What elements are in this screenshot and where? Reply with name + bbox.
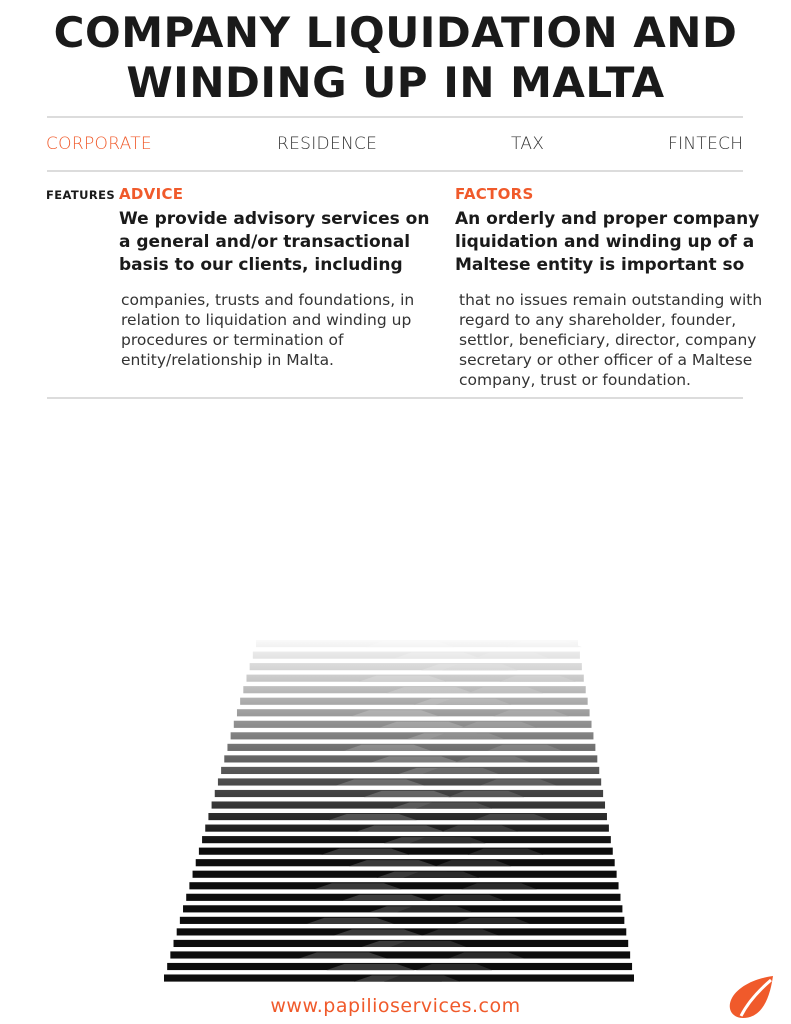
divider-nav [47,170,743,172]
factors-body [459,290,762,390]
papilio-leaf-logo-icon [727,974,777,1020]
factors-heading: FACTORS [455,185,534,203]
title-line-1: COMPANY LIQUIDATION AND [53,8,738,57]
nav-item-tax[interactable]: TAX [511,134,545,154]
advice-body-line: procedures or termination of [121,331,344,349]
factors-body-line: secretary or other officer of a Maltese [459,351,753,369]
factors-lead-line: An orderly and proper company [455,209,760,229]
nav-item-residence[interactable]: RESIDENCE [277,134,378,154]
advice-body-line: relation to liquidation and winding up [121,311,412,329]
advice-body [121,290,414,370]
divider-bottom [47,397,743,399]
advice-body-line: companies, trusts and foundations, in [121,291,415,309]
factors-body-line: company, trust or foundation. [459,371,691,389]
nav-item-corporate[interactable]: CORPORATE [46,134,152,154]
advice-body-line: entity/relationship in Malta. [121,351,334,369]
advice-lead-line: basis to our clients, including [119,255,403,275]
building-facade-image [160,636,640,990]
category-nav [0,134,791,160]
divider-top [47,116,743,118]
page-title [0,8,791,108]
features-label: FEATURES [46,188,116,202]
factors-lead-line: Maltese entity is important so [455,255,745,275]
factors-body-line: that no issues remain outstanding with [459,291,763,309]
nav-item-fintech[interactable]: FINTECH [668,134,744,154]
factors-lead [455,208,759,277]
advice-lead-line: We provide advisory services on [119,209,430,229]
advice-lead-line: a general and/or transactional [119,232,411,252]
factors-body-line: settlor, beneficiary, director, company [459,331,757,349]
factors-body-line: regard to any shareholder, founder, [459,311,737,329]
advice-heading: ADVICE [119,185,184,203]
factors-lead-line: liquidation and winding up of a [455,232,755,252]
title-line-2: WINDING UP IN MALTA [126,58,665,107]
advice-lead [119,208,429,277]
footer-website-link[interactable]: www.papilioservices.com [270,995,521,1017]
